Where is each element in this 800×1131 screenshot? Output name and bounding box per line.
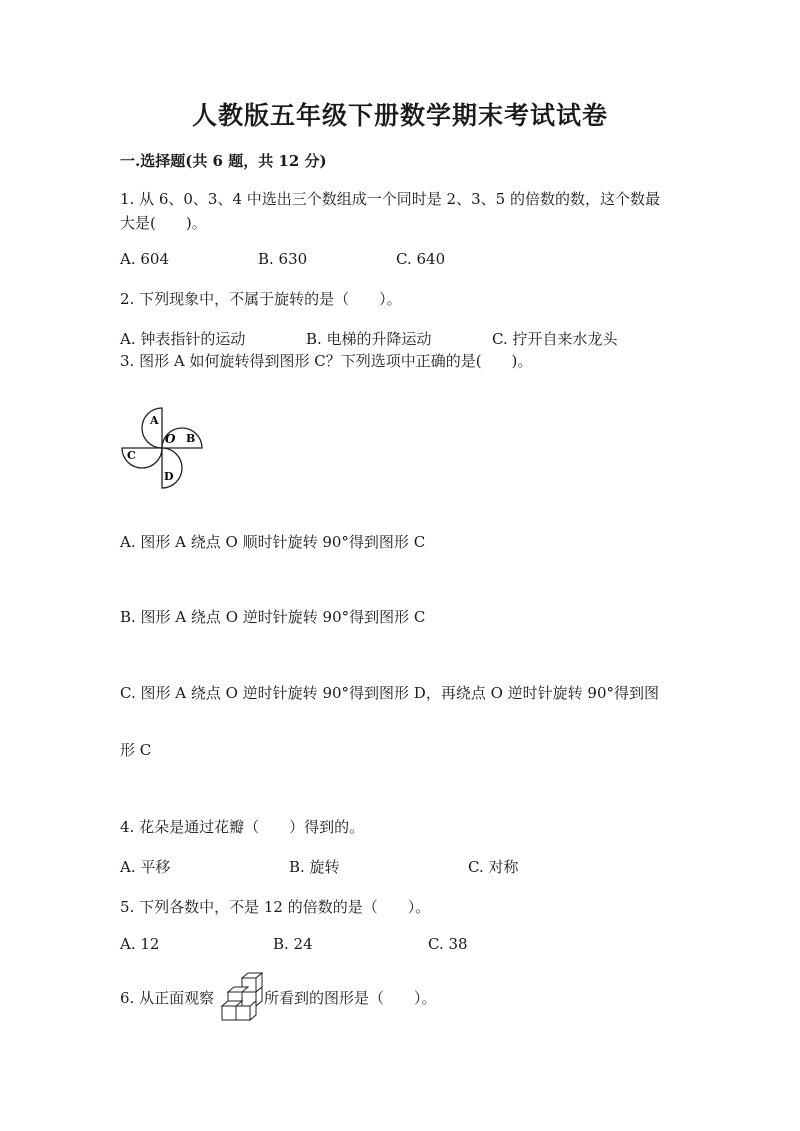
question-2-text: 2. 下列现象中，不属于旋转的是（ ）。 bbox=[120, 290, 402, 308]
question-1-option-b: B. 630 bbox=[258, 250, 308, 268]
question-1-line-2: 大是( )。 bbox=[120, 214, 207, 232]
question-5-text: 5. 下列各数中，不是 12 的倍数的是（ ）。 bbox=[120, 898, 431, 916]
question-4-option-a: A. 平移 bbox=[120, 858, 171, 876]
question-2-option-b: B. 电梯的升降运动 bbox=[306, 330, 432, 348]
label-a: A bbox=[150, 414, 159, 427]
question-4-option-b: B. 旋转 bbox=[289, 858, 340, 876]
label-o: O bbox=[165, 432, 176, 446]
question-4-text: 4. 花朵是通过花瓣（ ）得到的。 bbox=[120, 818, 365, 836]
label-c: C bbox=[127, 449, 136, 462]
question-6-text-before: 6. 从正面观察 bbox=[120, 989, 215, 1007]
question-1-option-c: C. 640 bbox=[396, 250, 446, 268]
question-2-option-c: C. 拧开自来水龙头 bbox=[492, 330, 618, 348]
question-1-option-a: A. 604 bbox=[120, 250, 169, 268]
question-3-option-c: C. 图形 A 绕点 O 逆时针旋转 90°得到图形 D，再绕点 O 逆时针旋转 90°得到图 bbox=[120, 684, 660, 702]
question-6-text-after: 所看到的图形是（ ）。 bbox=[264, 989, 437, 1007]
page-title: 人教版五年级下册数学期末考试试卷 bbox=[191, 101, 608, 130]
question-5-option-c: C. 38 bbox=[428, 935, 468, 953]
label-b: B bbox=[186, 432, 196, 445]
question-3-option-b: B. 图形 A 绕点 O 逆时针旋转 90°得到图形 C bbox=[120, 608, 426, 626]
cube-stack-figure bbox=[218, 972, 264, 1024]
label-d: D bbox=[164, 470, 174, 483]
rotation-figure bbox=[120, 402, 210, 492]
question-3-option-c-continued: 形 C bbox=[120, 741, 152, 759]
question-5-option-a: A. 12 bbox=[120, 935, 160, 953]
question-3-option-a: A. 图形 A 绕点 O 顺时针旋转 90°得到图形 C bbox=[120, 533, 426, 551]
question-5-option-b: B. 24 bbox=[273, 935, 313, 953]
question-4-option-c: C. 对称 bbox=[468, 858, 519, 876]
section-heading: 一.选择题(共 6 题，共 12 分) bbox=[120, 152, 327, 170]
question-2-option-a: A. 钟表指针的运动 bbox=[120, 330, 246, 348]
question-3-text: 3. 图形 A 如何旋转得到图形 C？下列选项中正确的是( )。 bbox=[120, 352, 533, 370]
question-1-line-1: 1. 从 6、0、3、4 中选出三个数组成一个同时是 2、3、5 的倍数的数，这个数最 bbox=[120, 190, 660, 208]
